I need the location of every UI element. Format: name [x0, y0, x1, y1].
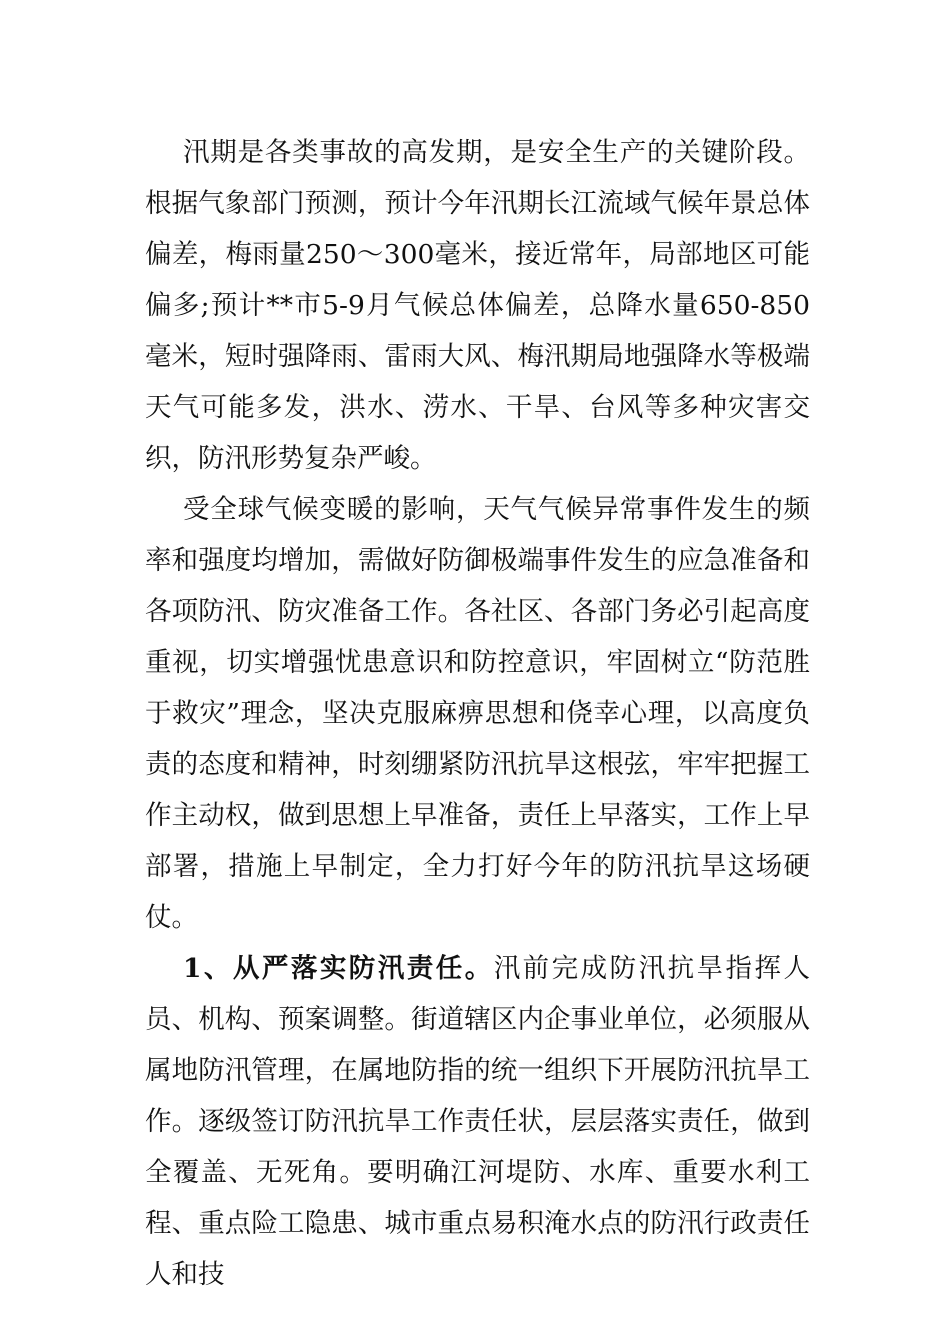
document-body	[145, 127, 810, 1300]
section-heading: 1、从严落实防汛责任。	[183, 953, 494, 984]
paragraph-text: 受全球气候变暖的影响，天气气候异常事件发生的频率和强度均增加，需做好防御极端事件发生的应急准备和各项防汛、防灾准备工作。各社区、各部门务必引起高度重视，切实增强忧患意识和防控意识，牢固树立“防范胜于救灾”理念，坚决克服麻痹思想和侥幸心理，以高度负责的态度和精神，时刻绷紧防汛抗旱这根弦，牢牢把握工作主动权，做到思想上早准备，责任上早落实，工作上早部署，措施上早制定，全力打好今年的防汛抗旱这场硬仗。	[145, 494, 810, 933]
paragraph-flood-responsibility	[145, 943, 810, 1300]
paragraph-climate-change-preparation	[145, 484, 810, 943]
paragraph-text: 汛期是各类事故的高发期，是安全生产的关键阶段。根据气象部门预测，预计今年汛期长江流域气候年景总体偏差，梅雨量250～300毫米，接近常年，局部地区可能偏多;预计**市5-9月气候总体偏差，总降水量650-850毫米，短时强降雨、雷雨大风、梅汛期局地强降水等极端天气可能多发，洪水、涝水、干旱、台风等多种灾害交织，防汛形势复杂严峻。	[145, 137, 810, 474]
paragraph-flood-season-forecast	[145, 127, 810, 484]
paragraph-text: 汛前完成防汛抗旱指挥人员、机构、预案调整。街道辖区内企事业单位，必须服从属地防汛管理，在属地防指的统一组织下开展防汛抗旱工作。逐级签订防汛抗旱工作责任状，层层落实责任，做到全覆盖、无死角。要明确江河堤防、水库、重要水利工程、重点险工隐患、城市重点易积淹水点的防汛行政责任人和技	[145, 953, 810, 1290]
